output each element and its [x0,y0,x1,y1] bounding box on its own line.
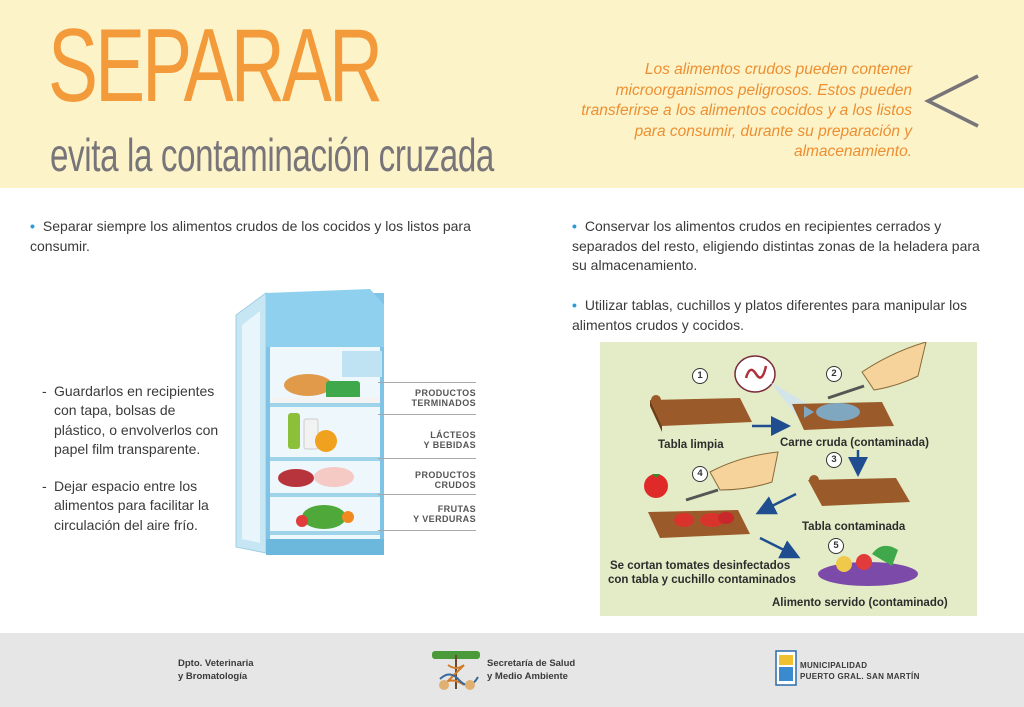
label-clean-board: Tabla limpia [658,439,724,451]
zone-label-line: LÁCTEOS [430,430,476,440]
footer-dept-line: Dpto. Veterinaria [178,658,254,669]
bullet-separate-always [30,217,490,256]
tip-text: Guardarlos en recipientes con tapa, bolsas de plástico, o envolverlos con papel film transparente. [54,383,219,457]
intro-text: Los alimentos crudos pueden contener microorganismos peligrosos. Estos pueden transferirse a los alimentos cocidos y a los listos para consumir, durante su preparación y almacenamiento. [581,61,912,160]
zone-divider [378,530,476,531]
footer-band [0,633,1024,707]
label-contaminated-board: Tabla contaminada [802,521,906,533]
zone-divider [378,458,476,459]
step-number-1: 1 [692,368,708,384]
page-subtitle: evita la contaminación cruzada [50,129,494,181]
bullet-text: Utilizar tablas, cuchillos y platos diferentes para manipular los alimentos crudos y cocidos. [572,297,967,333]
zone-label-line: PRODUCTOS [415,388,476,398]
page-title: SEPARAR [48,8,381,124]
footer-dept [178,657,254,683]
zone-divider [378,414,476,415]
zone-label-line: Y VERDURAS [413,514,476,524]
zone-label-line: PRODUCTOS [415,470,476,480]
zone-label-line: Y BEBIDAS [423,440,476,450]
less-than-chevron-icon [922,70,982,130]
footer-municipalidad-line: MUNICIPALIDAD [800,661,868,670]
bullet-store-closed-containers [572,217,992,276]
bullet-text: Conservar los alimentos crudos en recipientes cerrados y separados del resto, eligiendo distintas zonas de la heladera para su almacenamiento. [572,218,980,273]
tip-item [40,477,230,535]
zone-label-finished [412,388,477,408]
header-band [0,0,1024,188]
bullet-separate-utensils [572,296,992,335]
label-tomatoes-line-1: Se cortan tomates desinfectados [610,560,791,572]
zone-divider [378,494,476,495]
bullet-marker: • [572,218,577,234]
label-tomatoes-line-2: con tabla y cuchillo contaminados [608,574,796,586]
bullet-marker: • [30,218,35,234]
tip-item [40,382,230,459]
storage-tips [40,382,230,535]
footer-secretaria-line: y Medio Ambiente [487,671,568,682]
zone-label-dairy [424,430,476,450]
zone-divider [378,382,476,383]
cross-contamination-diagram [600,342,977,616]
tip-text: Dejar espacio entre los alimentos para facilitar la circulación del aire frío. [54,478,209,533]
zone-label-raw [415,470,476,490]
label-raw-meat: Carne cruda (contaminada) [780,437,929,449]
secretaria-salud-logo [430,645,482,695]
step-number-3: 3 [826,452,842,468]
zone-label-line: FRUTAS [437,504,476,514]
step-number-4: 4 [692,466,708,482]
footer-dept-line: y Bromatología [178,671,248,682]
bullet-marker: • [572,297,577,313]
bullet-text: Separar siempre los alimentos crudos de los cocidos y los listos para consumir. [30,218,471,254]
label-served-food: Alimento servido (contaminado) [772,597,948,609]
zone-label-line: CRUDOS [434,480,476,490]
footer-secretaria-line: Secretaría de Salud [487,658,576,669]
zone-label-line: TERMINADOS [411,398,476,408]
municipalidad-logo [774,649,798,687]
step-number-5: 5 [828,538,844,554]
step-number-2: 2 [826,366,842,382]
tip-dash: - [42,478,47,495]
footer-secretaria [487,657,575,683]
tip-dash: - [42,383,47,399]
zone-label-produce [413,504,476,524]
footer-municipalidad-line: PUERTO GRAL. SAN MARTÍN [800,672,920,681]
footer-municipalidad [800,660,920,682]
